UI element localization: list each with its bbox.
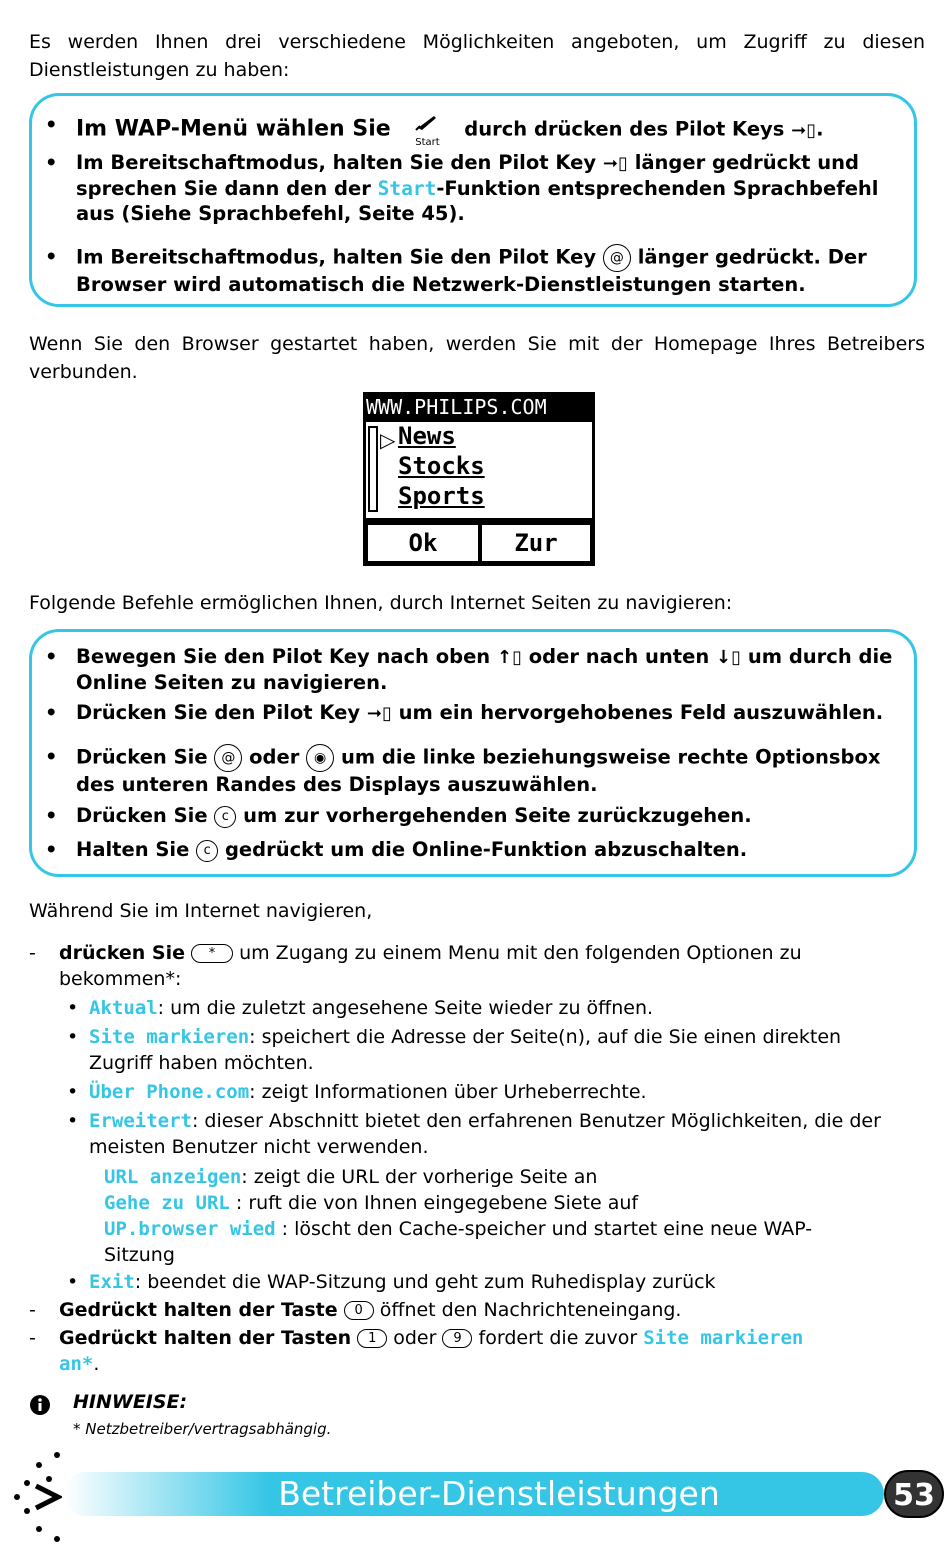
option-gehe-zu-url: Gehe zu URL : ruft die von Ihnen eingegebene Siete auf xyxy=(104,1192,639,1214)
c-key-icon: c xyxy=(196,840,218,862)
scrollbar xyxy=(368,426,378,512)
info-icon xyxy=(29,1394,51,1416)
note-title: HINWEISE: xyxy=(73,1391,188,1413)
at-key-icon: @ xyxy=(214,744,242,772)
option-1-text-post: durch drücken des Pilot Keys xyxy=(464,117,785,141)
star-key-instruction: drücken Sie * um Zugang zu einem Menu mit den folgenden Optionen zu xyxy=(59,942,802,964)
key-9-icon: 9 xyxy=(442,1329,472,1348)
footer-title: Betreiber-Dienstleistungen xyxy=(278,1474,720,1513)
pilot-key-right-icon: ➞▯ xyxy=(791,119,817,141)
c-key-icon: c xyxy=(214,806,236,828)
cursor-arrow-icon: ▷ xyxy=(380,428,396,452)
option-url-anzeigen: URL anzeigen: zeigt die URL der vorherige Seite an xyxy=(104,1166,598,1188)
option-ueber-phone: Über Phone.com: zeigt Informationen über Urheberrechte. xyxy=(89,1081,647,1103)
phone-display-title: WWW.PHILIPS.COM xyxy=(366,395,547,419)
at-key-icon: @ xyxy=(603,244,631,272)
browser-paragraph: Wenn Sie den Browser gestartet haben, werden Sie mit der Homepage Ihres Betreibers verbunden. xyxy=(29,333,925,383)
pilot-key-up-icon: ↑▯ xyxy=(496,647,522,668)
option-up-browser: UP.browser wied : löscht den Cache-speicher und startet eine neue WAP- xyxy=(104,1218,813,1240)
phone-menu-item: News xyxy=(398,422,456,450)
navigation-paragraph: Folgende Befehle ermöglichen Ihnen, durch Internet Seiten zu navigieren: xyxy=(29,592,733,614)
option-1-text: Im WAP-Menü wählen Sie xyxy=(76,116,391,142)
pilot-key-right-icon: ➞▯ xyxy=(602,153,628,174)
note-text: * Netzbetreiber/vertragsabhängig. xyxy=(73,1420,332,1438)
phone-menu-item: Stocks xyxy=(398,452,485,480)
start-command: Start xyxy=(377,177,437,200)
option-exit: Exit: beendet die WAP-Sitzung und geht zum Ruhedisplay zurück xyxy=(89,1271,716,1293)
phone-ok-button: Ok xyxy=(368,525,478,561)
start-icon: Start xyxy=(397,112,457,148)
key-0-instruction: Gedrückt halten der Taste 0 öffnet den Nachrichteneingang. xyxy=(59,1299,682,1321)
option-aktual: Aktual: um die zuletzt angesehene Seite wieder zu öffnen. xyxy=(89,997,654,1019)
intro-paragraph: Es werden Ihnen drei verschiedene Möglichkeiten angeboten, um Zugriff zu diesen Dienstleistungen zu haben: xyxy=(29,31,925,81)
phone-menu-item: Sports xyxy=(398,482,485,510)
key-1-9-instruction: Gedrückt halten der Tasten 1 oder 9 fordert die zuvor Site markieren xyxy=(59,1327,804,1349)
star-key-icon: * xyxy=(191,944,233,963)
pilot-key-down-icon: ↓▯ xyxy=(716,647,742,668)
right-softkey-icon: ◉ xyxy=(306,744,334,772)
phone-back-button: Zur xyxy=(482,525,590,561)
option-erweitert: Erweitert: dieser Abschnitt bietet den erfahrenen Benutzer Möglichkeiten, die der xyxy=(89,1110,881,1132)
page-number: 53 xyxy=(884,1470,944,1518)
key-0-icon: 0 xyxy=(344,1301,374,1320)
key-1-icon: 1 xyxy=(357,1329,387,1348)
phone-display xyxy=(363,392,595,566)
phone-display-body xyxy=(366,422,592,518)
pilot-key-right-icon: ➞▯ xyxy=(366,703,392,724)
option-site-markieren: Site markieren: speichert die Adresse der Seite(n), auf die Sie einen direkten xyxy=(89,1026,842,1048)
during-browsing-paragraph: Während Sie im Internet navigieren, xyxy=(29,900,373,922)
